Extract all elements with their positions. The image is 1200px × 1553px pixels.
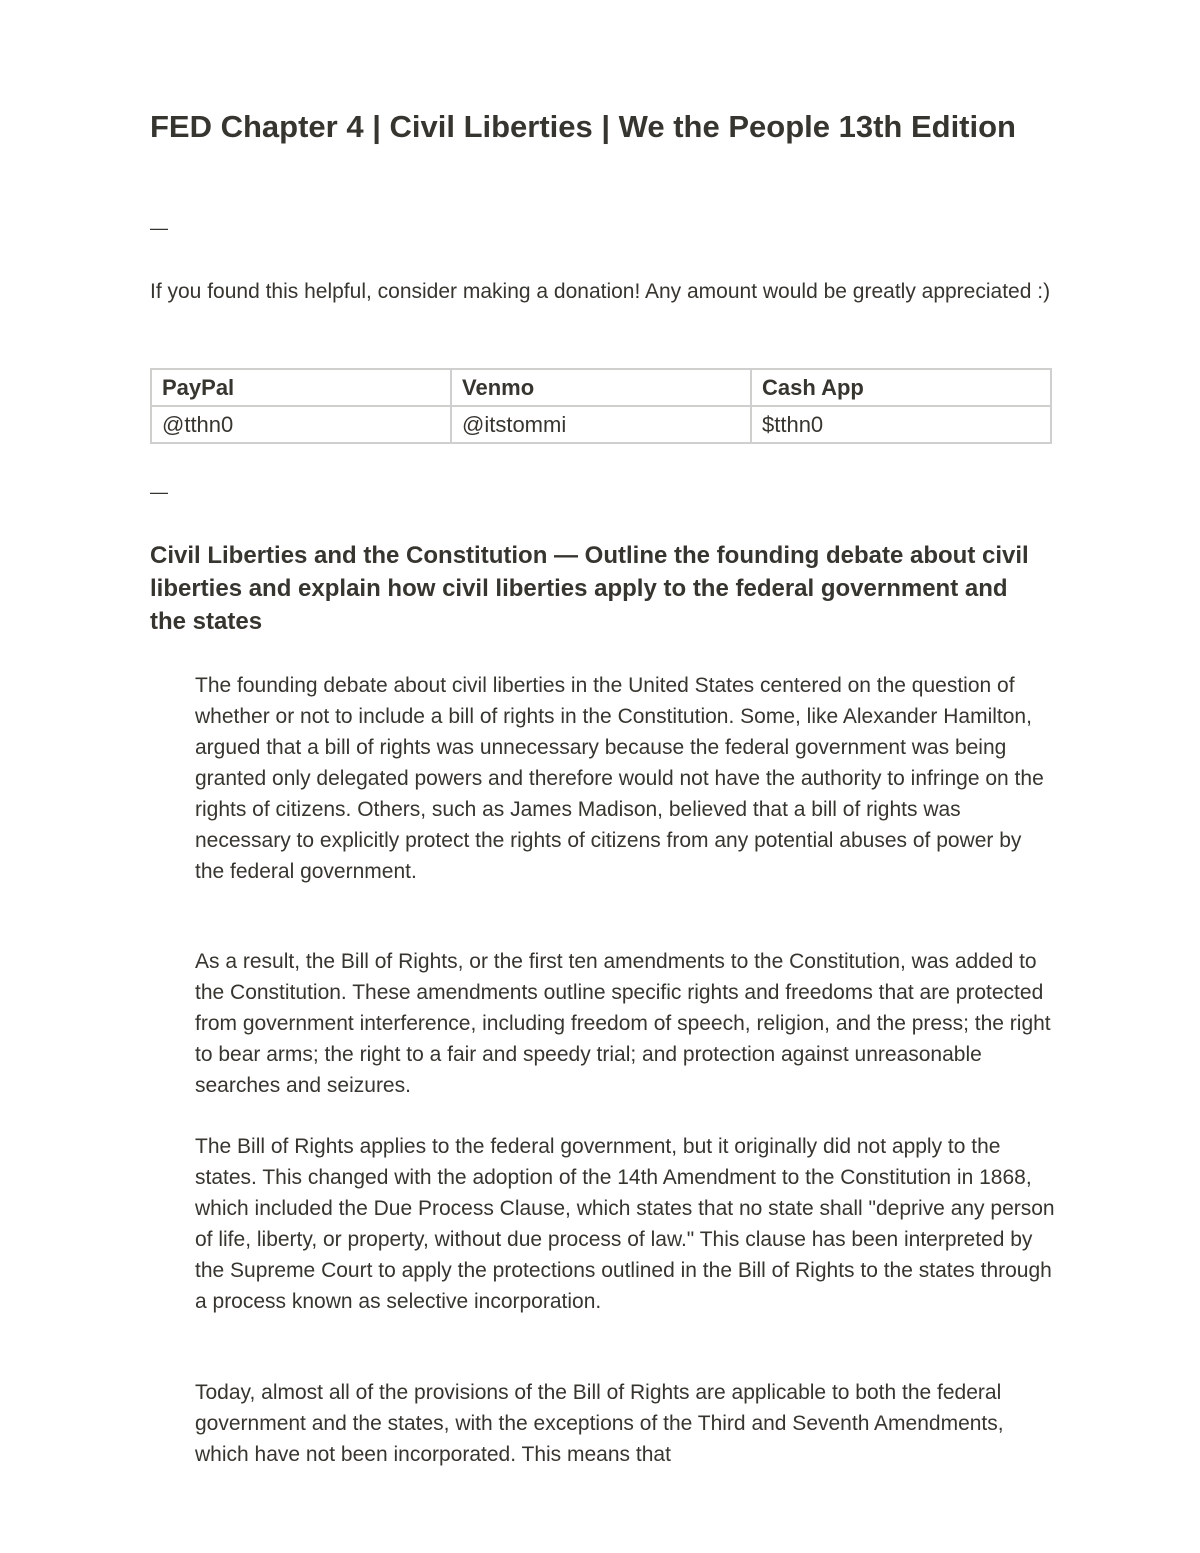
paragraph-bill-of-rights (195, 946, 1055, 1101)
paragraph-text: The Bill of Rights applies to the federal government, but it originally did not apply to the states. This changed with the adoption of the 14th Amendment to the Constitution in 1868, which included the Due Process Clause, which states that no state shall "deprive any person of life, liberty, or property, without due process of law." This clause has been interpreted by the Supreme Court to apply the protections outlined in the Bill of Rights to the states through a process known as selective incorporation. (195, 1135, 1055, 1313)
donation-table (150, 368, 1052, 444)
donation-table-header-row (151, 369, 1051, 406)
header-paypal: PayPal (151, 369, 451, 406)
donation-table-row (151, 406, 1051, 443)
document-title: FED Chapter 4 | Civil Liberties | We the People 13th Edition (150, 109, 1016, 144)
header-cash-app: Cash App (751, 369, 1051, 406)
paragraph-text: As a result, the Bill of Rights, or the first ten amendments to the Constitution, was added to the Constitution. These amendments outline specific rights and freedoms that are protected from government interference, including freedom of speech, religion, and the press; the right to bear arms; the right to a fair and speedy trial; and protection against unreasonable searches and seizures. (195, 950, 1051, 1097)
cash-app-handle: $tthn0 (751, 406, 1051, 443)
venmo-handle: @itstommi (451, 406, 751, 443)
paragraph-text: The founding debate about civil liberties in the United States centered on the question of whether or not to include a bill of rights in the Constitution. Some, like Alexander Hamilton, argued that a bill of rights was unnecessary because the federal government was being granted only delegated powers and therefore would not have the authority to infringe on the rights of citizens. Others, such as James Madison, believed that a bill of rights was necessary to explicitly protect the rights of citizens from any potential abuses of power by the federal government. (195, 674, 1044, 883)
paragraph-today (195, 1377, 1055, 1470)
header-venmo: Venmo (451, 369, 751, 406)
paypal-handle: @tthn0 (151, 406, 451, 443)
paragraph-text: Today, almost all of the provisions of the Bill of Rights are applicable to both the federal government and the states, with the exceptions of the Third and Seventh Amendments, which have not been incorporated. This means that (195, 1381, 1004, 1466)
donation-note: If you found this helpful, consider making a donation! Any amount would be greatly appreciated :) (150, 280, 1051, 303)
paragraph-founding-debate (195, 670, 1055, 887)
paragraph-incorporation (195, 1131, 1055, 1317)
separator-bottom: — (150, 482, 168, 502)
separator-top: — (150, 218, 168, 238)
section-heading: Civil Liberties and the Constitution — Outline the founding debate about civil liberties and explain how civil liberties apply to the federal government and the states (150, 542, 1029, 635)
